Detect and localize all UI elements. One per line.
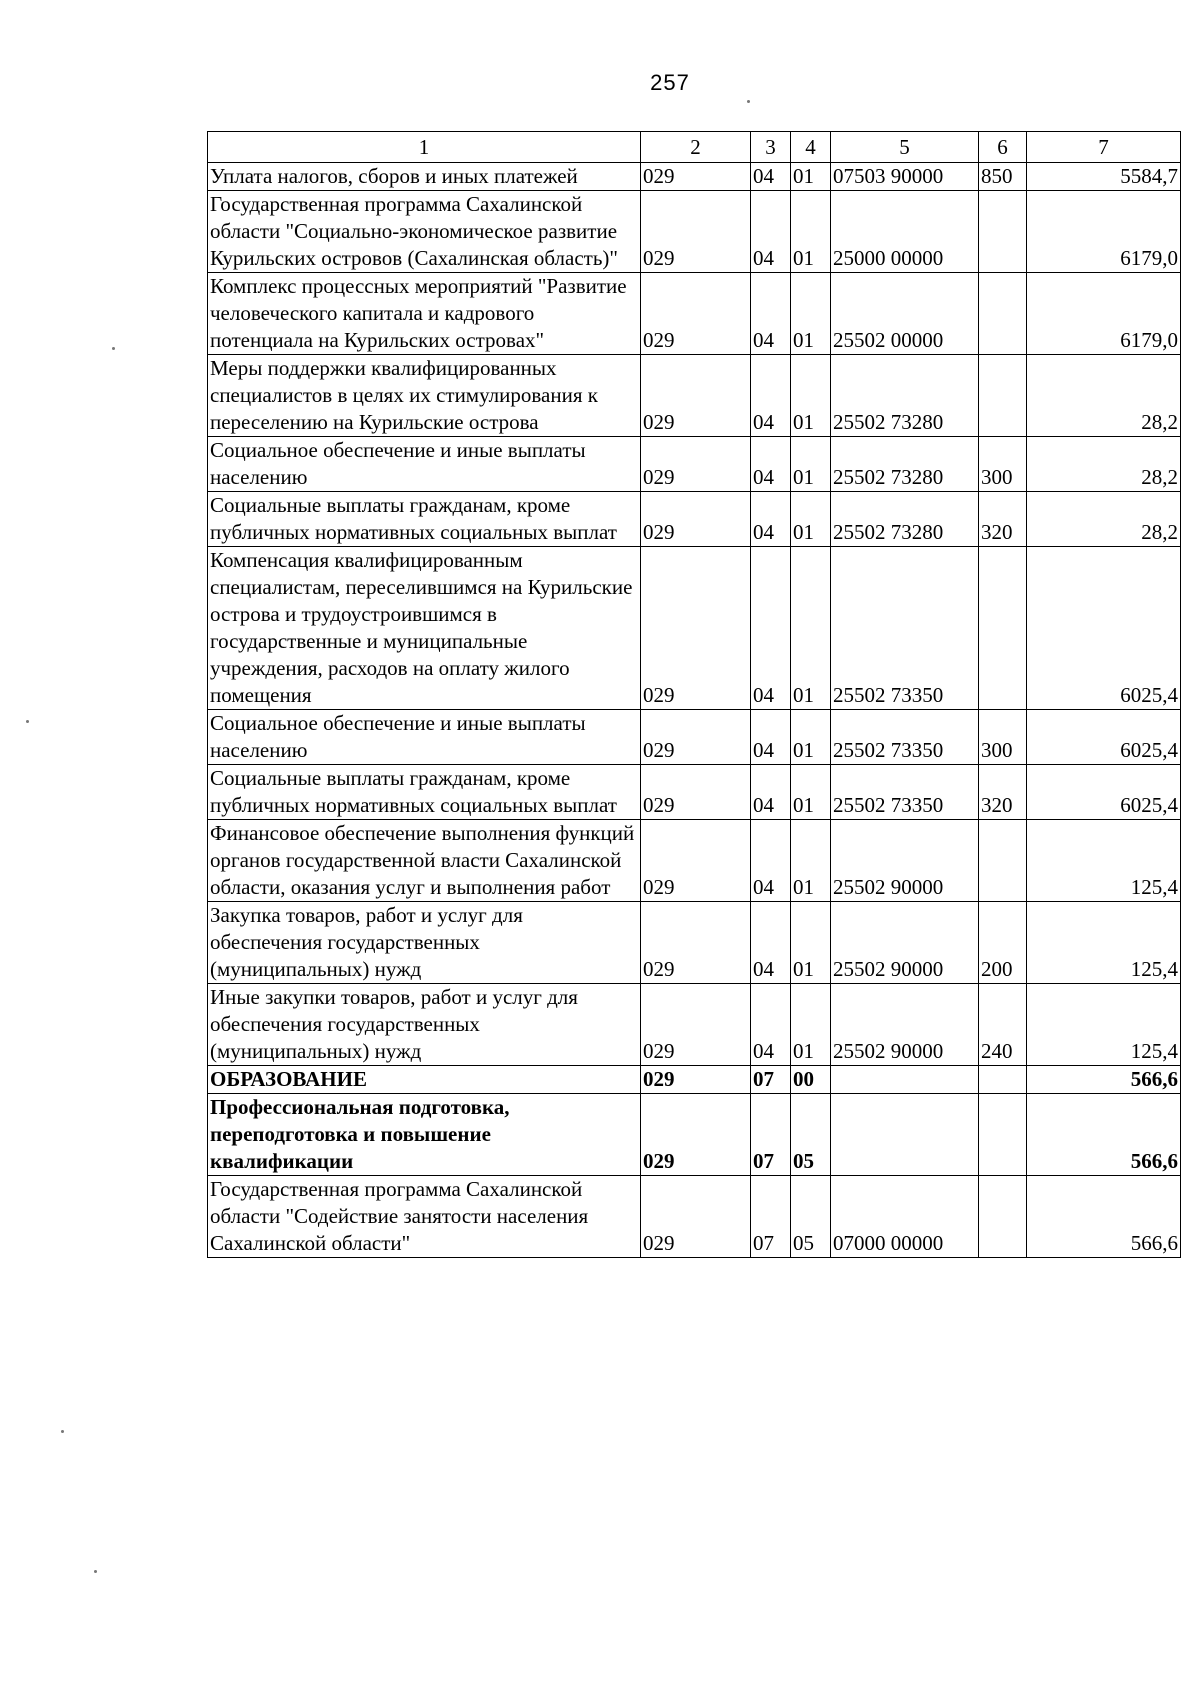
- scan-speck: [112, 347, 115, 350]
- cell-name: Меры поддержки квалифицированных специалистов в целях их стимулирования к переселению на Курильские острова: [208, 355, 641, 437]
- cell-section-code: 04: [751, 902, 791, 984]
- cell-section-code: 04: [751, 710, 791, 765]
- cell-expense-type: [979, 1094, 1027, 1176]
- cell-ministry-code: 029: [641, 1176, 751, 1258]
- cell-ministry-code: 029: [641, 820, 751, 902]
- cell-target-article: 25502 90000: [831, 984, 979, 1066]
- cell-ministry-code: 029: [641, 355, 751, 437]
- cell-expense-type: [979, 191, 1027, 273]
- cell-expense-type: 200: [979, 902, 1027, 984]
- table-row: [208, 191, 1181, 273]
- cell-expense-type: [979, 820, 1027, 902]
- header-row: [208, 132, 1181, 163]
- cell-amount: 125,4: [1027, 902, 1181, 984]
- table-row: [208, 902, 1181, 984]
- cell-ministry-code: 029: [641, 1066, 751, 1094]
- cell-ministry-code: 029: [641, 492, 751, 547]
- table-row: [208, 492, 1181, 547]
- cell-expense-type: 850: [979, 163, 1027, 191]
- cell-ministry-code: 029: [641, 191, 751, 273]
- cell-subsection-code: 05: [791, 1094, 831, 1176]
- cell-name: Комплекс процессных мероприятий "Развитие человеческого капитала и кадрового потенциала на Курильских островах": [208, 273, 641, 355]
- cell-name: Профессиональная подготовка, переподготовка и повышение квалификации: [208, 1094, 641, 1176]
- cell-name: Компенсация квалифицированным специалистам, переселившимся на Курильские острова и трудоустроившимся в государственные и муниципальные учреждения, расходов на оплату жилого помещения: [208, 547, 641, 710]
- cell-expense-type: [979, 355, 1027, 437]
- cell-name: Уплата налогов, сборов и иных платежей: [208, 163, 641, 191]
- cell-section-code: 07: [751, 1094, 791, 1176]
- cell-subsection-code: 01: [791, 163, 831, 191]
- cell-section-code: 04: [751, 547, 791, 710]
- cell-name: Финансовое обеспечение выполнения функций органов государственной власти Сахалинской области, оказания услуг и выполнения работ: [208, 820, 641, 902]
- cell-subsection-code: 05: [791, 1176, 831, 1258]
- cell-section-code: 07: [751, 1176, 791, 1258]
- cell-expense-type: [979, 273, 1027, 355]
- cell-expense-type: 320: [979, 765, 1027, 820]
- table-row: [208, 1066, 1181, 1094]
- cell-target-article: 25000 00000: [831, 191, 979, 273]
- cell-ministry-code: 029: [641, 902, 751, 984]
- cell-expense-type: [979, 547, 1027, 710]
- cell-target-article: 07503 90000: [831, 163, 979, 191]
- cell-ministry-code: 029: [641, 1094, 751, 1176]
- table-row: [208, 710, 1181, 765]
- cell-amount: 28,2: [1027, 492, 1181, 547]
- cell-ministry-code: 029: [641, 765, 751, 820]
- column-header: 5: [831, 132, 979, 163]
- cell-target-article: [831, 1066, 979, 1094]
- scan-speck: [61, 1430, 64, 1433]
- cell-amount: 6025,4: [1027, 765, 1181, 820]
- cell-target-article: 25502 73280: [831, 492, 979, 547]
- cell-name: Государственная программа Сахалинской области "Содействие занятости населения Сахалинской области": [208, 1176, 641, 1258]
- column-header: 7: [1027, 132, 1181, 163]
- cell-subsection-code: 01: [791, 710, 831, 765]
- table-row: [208, 273, 1181, 355]
- cell-section-code: 04: [751, 820, 791, 902]
- cell-expense-type: [979, 1066, 1027, 1094]
- cell-expense-type: 240: [979, 984, 1027, 1066]
- cell-target-article: 25502 73350: [831, 547, 979, 710]
- table-row: [208, 984, 1181, 1066]
- column-header: 2: [641, 132, 751, 163]
- table-row: [208, 437, 1181, 492]
- cell-amount: 6179,0: [1027, 191, 1181, 273]
- cell-section-code: 04: [751, 355, 791, 437]
- scan-speck: [94, 1570, 97, 1573]
- cell-section-code: 07: [751, 1066, 791, 1094]
- cell-subsection-code: 01: [791, 547, 831, 710]
- cell-amount: 566,6: [1027, 1176, 1181, 1258]
- cell-name: Закупка товаров, работ и услуг для обеспечения государственных (муниципальных) нужд: [208, 902, 641, 984]
- table-row: [208, 820, 1181, 902]
- cell-ministry-code: 029: [641, 547, 751, 710]
- cell-amount: 6025,4: [1027, 547, 1181, 710]
- budget-table: [207, 131, 1181, 1258]
- cell-ministry-code: 029: [641, 163, 751, 191]
- cell-section-code: 04: [751, 765, 791, 820]
- table-row: [208, 163, 1181, 191]
- cell-target-article: 25502 90000: [831, 820, 979, 902]
- column-header: 3: [751, 132, 791, 163]
- cell-ministry-code: 029: [641, 437, 751, 492]
- column-header: 6: [979, 132, 1027, 163]
- cell-name: Социальное обеспечение и иные выплаты населению: [208, 710, 641, 765]
- cell-amount: 28,2: [1027, 355, 1181, 437]
- cell-subsection-code: 01: [791, 492, 831, 547]
- cell-target-article: 25502 73350: [831, 765, 979, 820]
- cell-subsection-code: 01: [791, 355, 831, 437]
- cell-section-code: 04: [751, 984, 791, 1066]
- column-header: 1: [208, 132, 641, 163]
- cell-subsection-code: 01: [791, 191, 831, 273]
- cell-target-article: 07000 00000: [831, 1176, 979, 1258]
- cell-target-article: 25502 00000: [831, 273, 979, 355]
- cell-subsection-code: 01: [791, 765, 831, 820]
- cell-ministry-code: 029: [641, 710, 751, 765]
- cell-section-code: 04: [751, 163, 791, 191]
- cell-expense-type: [979, 1176, 1027, 1258]
- cell-subsection-code: 01: [791, 902, 831, 984]
- cell-subsection-code: 01: [791, 273, 831, 355]
- cell-ministry-code: 029: [641, 984, 751, 1066]
- cell-amount: 5584,7: [1027, 163, 1181, 191]
- cell-name: Социальные выплаты гражданам, кроме публичных нормативных социальных выплат: [208, 492, 641, 547]
- cell-target-article: [831, 1094, 979, 1176]
- table-row: [208, 1094, 1181, 1176]
- cell-subsection-code: 01: [791, 984, 831, 1066]
- cell-target-article: 25502 73280: [831, 437, 979, 492]
- table-row: [208, 547, 1181, 710]
- cell-amount: 6025,4: [1027, 710, 1181, 765]
- cell-amount: 125,4: [1027, 984, 1181, 1066]
- cell-amount: 28,2: [1027, 437, 1181, 492]
- cell-section-code: 04: [751, 273, 791, 355]
- cell-target-article: 25502 90000: [831, 902, 979, 984]
- cell-expense-type: 300: [979, 437, 1027, 492]
- cell-subsection-code: 01: [791, 437, 831, 492]
- cell-name: ОБРАЗОВАНИЕ: [208, 1066, 641, 1094]
- cell-name: Социальное обеспечение и иные выплаты населению: [208, 437, 641, 492]
- cell-subsection-code: 00: [791, 1066, 831, 1094]
- cell-amount: 6179,0: [1027, 273, 1181, 355]
- cell-name: Государственная программа Сахалинской области "Социально-экономическое развитие Курильских островов (Сахалинская область)": [208, 191, 641, 273]
- cell-amount: 125,4: [1027, 820, 1181, 902]
- table-row: [208, 765, 1181, 820]
- cell-ministry-code: 029: [641, 273, 751, 355]
- cell-target-article: 25502 73350: [831, 710, 979, 765]
- table-row: [208, 355, 1181, 437]
- scan-speck: [26, 720, 29, 723]
- cell-section-code: 04: [751, 191, 791, 273]
- scan-speck: [747, 100, 750, 103]
- cell-expense-type: 300: [979, 710, 1027, 765]
- cell-amount: 566,6: [1027, 1094, 1181, 1176]
- cell-name: Иные закупки товаров, работ и услуг для обеспечения государственных (муниципальных) нужд: [208, 984, 641, 1066]
- cell-name: Социальные выплаты гражданам, кроме публичных нормативных социальных выплат: [208, 765, 641, 820]
- cell-target-article: 25502 73280: [831, 355, 979, 437]
- cell-section-code: 04: [751, 492, 791, 547]
- cell-section-code: 04: [751, 437, 791, 492]
- column-header: 4: [791, 132, 831, 163]
- cell-expense-type: 320: [979, 492, 1027, 547]
- cell-subsection-code: 01: [791, 820, 831, 902]
- table-row: [208, 1176, 1181, 1258]
- page-number: 257: [650, 70, 690, 95]
- cell-amount: 566,6: [1027, 1066, 1181, 1094]
